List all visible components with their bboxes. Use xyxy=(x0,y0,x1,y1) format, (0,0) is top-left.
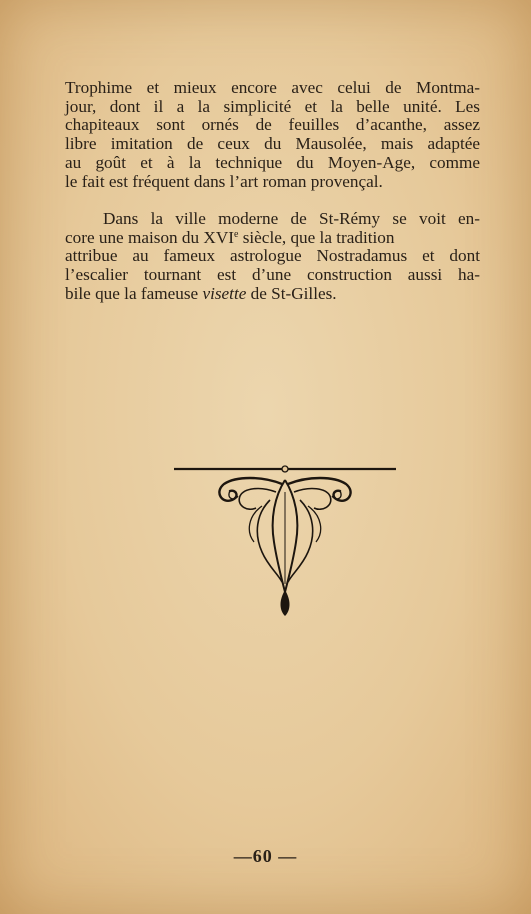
text-line: l’escalier tournant est d’une construction aussi ha- xyxy=(65,265,480,285)
paragraph-nostradamus xyxy=(65,210,480,304)
superscript-e: e xyxy=(233,228,239,240)
text-segment: siècle, que la tradition xyxy=(238,227,395,247)
text-line xyxy=(65,229,480,248)
text-line xyxy=(65,285,480,304)
italic-term: visette xyxy=(202,283,247,303)
text-line: libre imitation de ceux du Mausolée, mais adaptée xyxy=(65,134,480,154)
text-line: le fait est fréquent dans l’art roman provençal. xyxy=(65,171,383,191)
text-segment: de St-Gilles. xyxy=(246,283,337,303)
text-line: au goût et à la technique du Moyen-Age, comme xyxy=(65,152,480,172)
page-number: —60 — xyxy=(233,846,298,866)
text-segment: core une maison du XVI xyxy=(65,227,234,247)
text-segment: bile que la fameuse xyxy=(65,283,203,303)
paragraph-architecture xyxy=(65,79,480,191)
acanthus-ornament-icon xyxy=(170,462,400,622)
text-line: chapiteaux sont ornés de feuilles d’acanthe, assez xyxy=(65,115,480,135)
text-line: jour, dont il a la simplicité et la belle unité. Les xyxy=(65,96,480,116)
text-line: attribue au fameux astrologue Nostradamus et dont xyxy=(65,246,480,266)
text-line: Dans la ville moderne de St-Rémy se voit en- xyxy=(103,209,480,228)
text-line: Trophime et mieux encore avec celui de Montma- xyxy=(65,78,480,97)
